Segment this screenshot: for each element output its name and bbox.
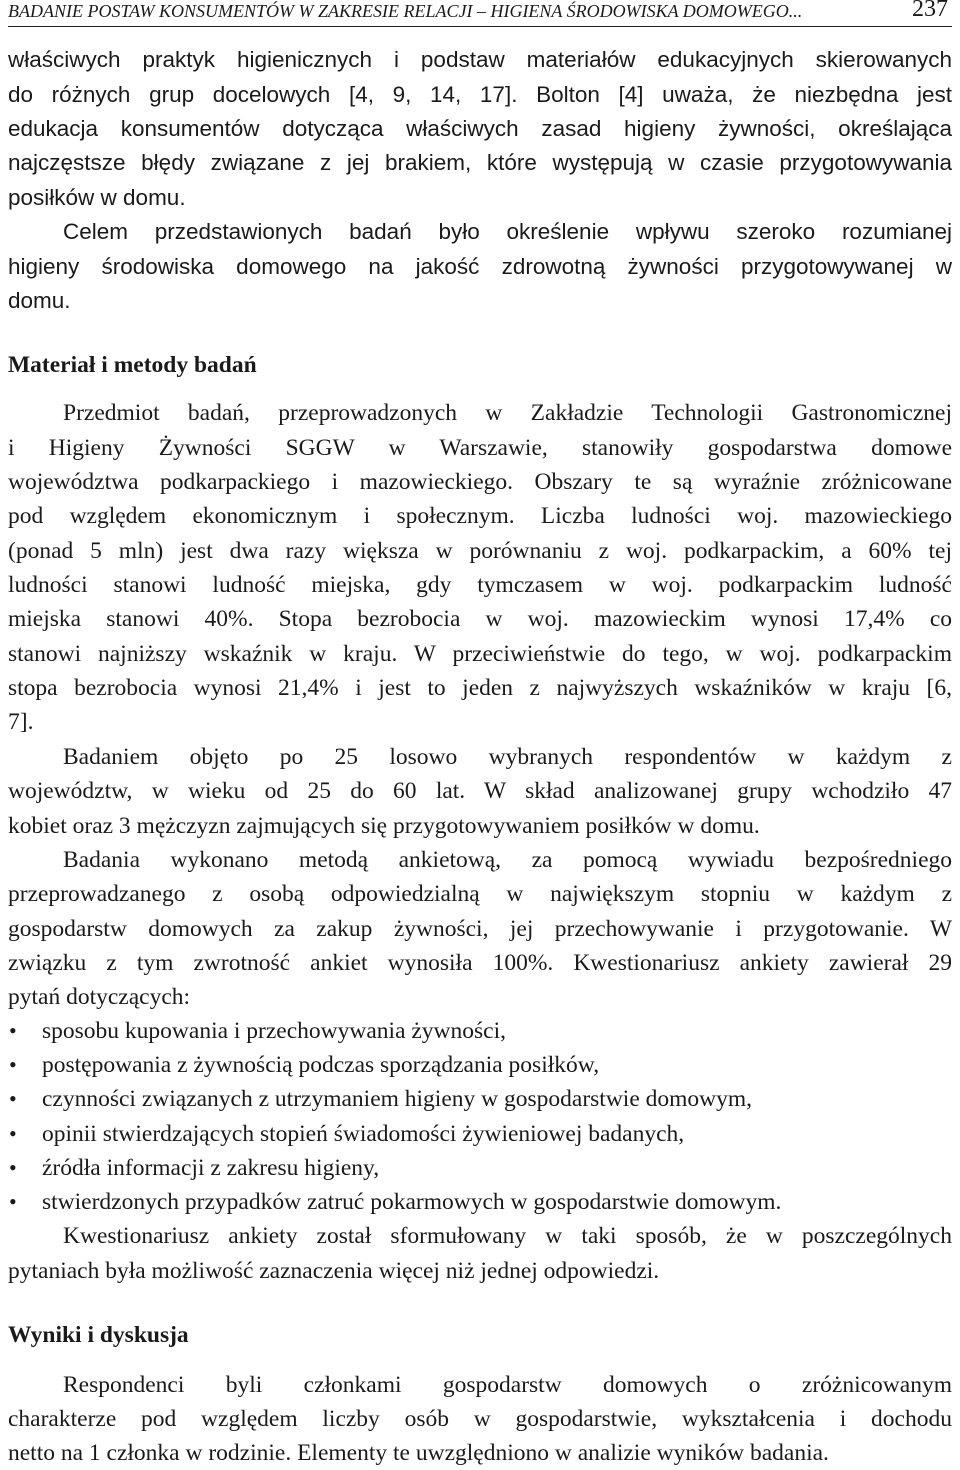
line-text: Badaniem objęto po 25 losowo wybranych respondentów w każdym z	[63, 744, 952, 770]
list-item	[0, 1014, 960, 1048]
text-line	[0, 705, 960, 739]
text-line	[0, 740, 960, 774]
list-item	[0, 1048, 960, 1082]
list-item	[0, 1151, 960, 1185]
line-text: higieny środowiska domowego na jakość zdrowotną żywności przygotowywanej w	[8, 254, 952, 279]
line-text: gospodarstw domowych za zakup żywności, jej przechowywanie i przygotowanie. W	[8, 916, 952, 942]
text-line	[0, 1436, 960, 1470]
text-line	[0, 250, 960, 284]
text-line	[0, 1402, 960, 1436]
text-line	[0, 181, 960, 215]
text-line	[0, 774, 960, 808]
line-text: najczęstsze błędy związane z jej brakiem, które występują w czasie przygotowywania	[8, 150, 952, 175]
line-text: (ponad 5 mln) jest dwa razy większa w porównaniu z woj. podkarpackim, a 60% tej	[8, 538, 952, 564]
text-line	[0, 1368, 960, 1402]
line-text: źródła informacji z zakresu higieny,	[42, 1155, 380, 1181]
text-line	[0, 946, 960, 980]
text-line	[0, 602, 960, 636]
bullet-icon: •	[9, 1052, 17, 1077]
bullet-icon: •	[9, 1189, 17, 1214]
text-line	[0, 980, 960, 1014]
list-item	[0, 1185, 960, 1219]
line-text: Kwestionariusz ankiety został sformułowany w taki sposób, że w poszczególnych	[63, 1223, 952, 1249]
line-text: ludności stanowi ludność miejska, gdy tymczasem w woj. podkarpackim ludność	[8, 572, 952, 598]
line-text: kobiet oraz 3 mężczyzn zajmujących się przygotowywaniem posiłków w domu.	[8, 813, 760, 839]
line-text: stwierdzonych przypadków zatruć pokarmowych w gospodarstwie domowym.	[42, 1189, 782, 1215]
bullet-icon: •	[9, 1018, 17, 1043]
line-text: czynności związanych z utrzymaniem higieny w gospodarstwie domowym,	[42, 1086, 753, 1112]
line-text: edukacja konsumentów dotycząca właściwych zasad higieny żywności, określająca	[8, 116, 952, 141]
text-line	[0, 396, 960, 430]
text-line	[0, 465, 960, 499]
line-text: pytań dotyczących:	[8, 984, 191, 1010]
line-text: województwa podkarpackiego i mazowieckiego. Obszary te są wyraźnie zróżnicowane	[8, 469, 952, 495]
text-line	[0, 112, 960, 146]
bullet-icon: •	[9, 1086, 17, 1111]
line-text: pod względem ekonomicznym i społecznym. Liczba ludności woj. mazowieckiego	[8, 503, 952, 529]
line-text: do różnych grup docelowych [4, 9, 14, 17]. Bolton [4] uważa, że niezbędna jest	[8, 82, 952, 107]
running-title: BADANIE POSTAW KONSUMENTÓW W ZAKRESIE RELACJI – HIGIENA ŚRODOWISKA DOMOWEGO...	[8, 1, 803, 21]
section-heading	[0, 348, 960, 382]
text-line	[0, 43, 960, 77]
line-text: 7].	[8, 709, 34, 735]
line-text: miejska stanowi 40%. Stopa bezrobocia w woj. mazowieckim wynosi 17,4% co	[8, 606, 952, 632]
list-item	[0, 1117, 960, 1151]
text-line	[0, 146, 960, 180]
section-heading	[0, 1318, 960, 1352]
line-text: opinii stwierdzających stopień świadomości żywieniowej badanych,	[42, 1121, 685, 1147]
heading-text: Materiał i metody badań	[8, 352, 257, 378]
line-text: charakterze pod względem liczby osób w gospodarstwie, wykształcenia i dochodu	[8, 1406, 952, 1432]
list-item	[0, 1082, 960, 1116]
line-text: sposobu kupowania i przechowywania żywności,	[42, 1018, 507, 1044]
heading-text: Wyniki i dyskusja	[8, 1322, 189, 1348]
line-text: Badania wykonano metodą ankietową, za pomocą wywiadu bezpośredniego	[63, 847, 952, 873]
text-line	[0, 637, 960, 671]
line-text: netto na 1 członka w rodzinie. Elementy te uwzględniono w analizie wyników badania.	[8, 1440, 829, 1466]
line-text: przeprowadzanego z osobą odpowiedzialną w największym stopniu w każdym z	[8, 881, 952, 907]
text-line	[0, 877, 960, 911]
text-line	[0, 215, 960, 249]
line-text: województw, w wieku od 25 do 60 lat. W skład analizowanej grupy wchodziło 47	[8, 778, 952, 804]
line-text: stopa bezrobocia wynosi 21,4% i jest to jeden z najwyższych wskaźników w kraju [6,	[8, 675, 952, 701]
text-line	[0, 1219, 960, 1253]
text-line	[0, 568, 960, 602]
text-line	[0, 843, 960, 877]
text-line	[0, 912, 960, 946]
text-line	[0, 284, 960, 318]
text-line	[0, 1254, 960, 1288]
text-line	[0, 809, 960, 843]
line-text: domu.	[8, 288, 71, 313]
text-line	[0, 534, 960, 568]
line-text: Celem przedstawionych badań było określenie wpływu szeroko rozumianej	[63, 219, 952, 244]
text-line	[0, 78, 960, 112]
line-text: związku z tym zwrotność ankiet wynosiła 100%. Kwestionariusz ankiety zawierał 29	[8, 950, 952, 976]
line-text: stanowi najniższy wskaźnik w kraju. W przeciwieństwie do tego, w woj. podkarpackim	[8, 641, 952, 667]
line-text: Respondenci byli członkami gospodarstw domowych o zróżnicowanym	[63, 1372, 952, 1398]
page-number: 237	[912, 0, 948, 22]
line-text: postępowania z żywnością podczas sporządzania posiłków,	[42, 1052, 600, 1078]
line-text: posiłków w domu.	[8, 185, 186, 210]
text-line	[0, 431, 960, 465]
text-line	[0, 499, 960, 533]
line-text: pytaniach była możliwość zaznaczenia więcej niż jednej odpowiedzi.	[8, 1258, 660, 1284]
line-text: i Higieny Żywności SGGW w Warszawie, stanowiły gospodarstwa domowe	[8, 435, 952, 461]
bullet-icon: •	[9, 1155, 17, 1180]
running-header	[8, 0, 952, 27]
line-text: właściwych praktyk higienicznych i podstaw materiałów edukacyjnych skierowanych	[8, 47, 952, 72]
line-text: Przedmiot badań, przeprowadzonych w Zakładzie Technologii Gastronomicznej	[63, 400, 952, 426]
text-line	[0, 671, 960, 705]
bullet-icon: •	[9, 1121, 17, 1146]
